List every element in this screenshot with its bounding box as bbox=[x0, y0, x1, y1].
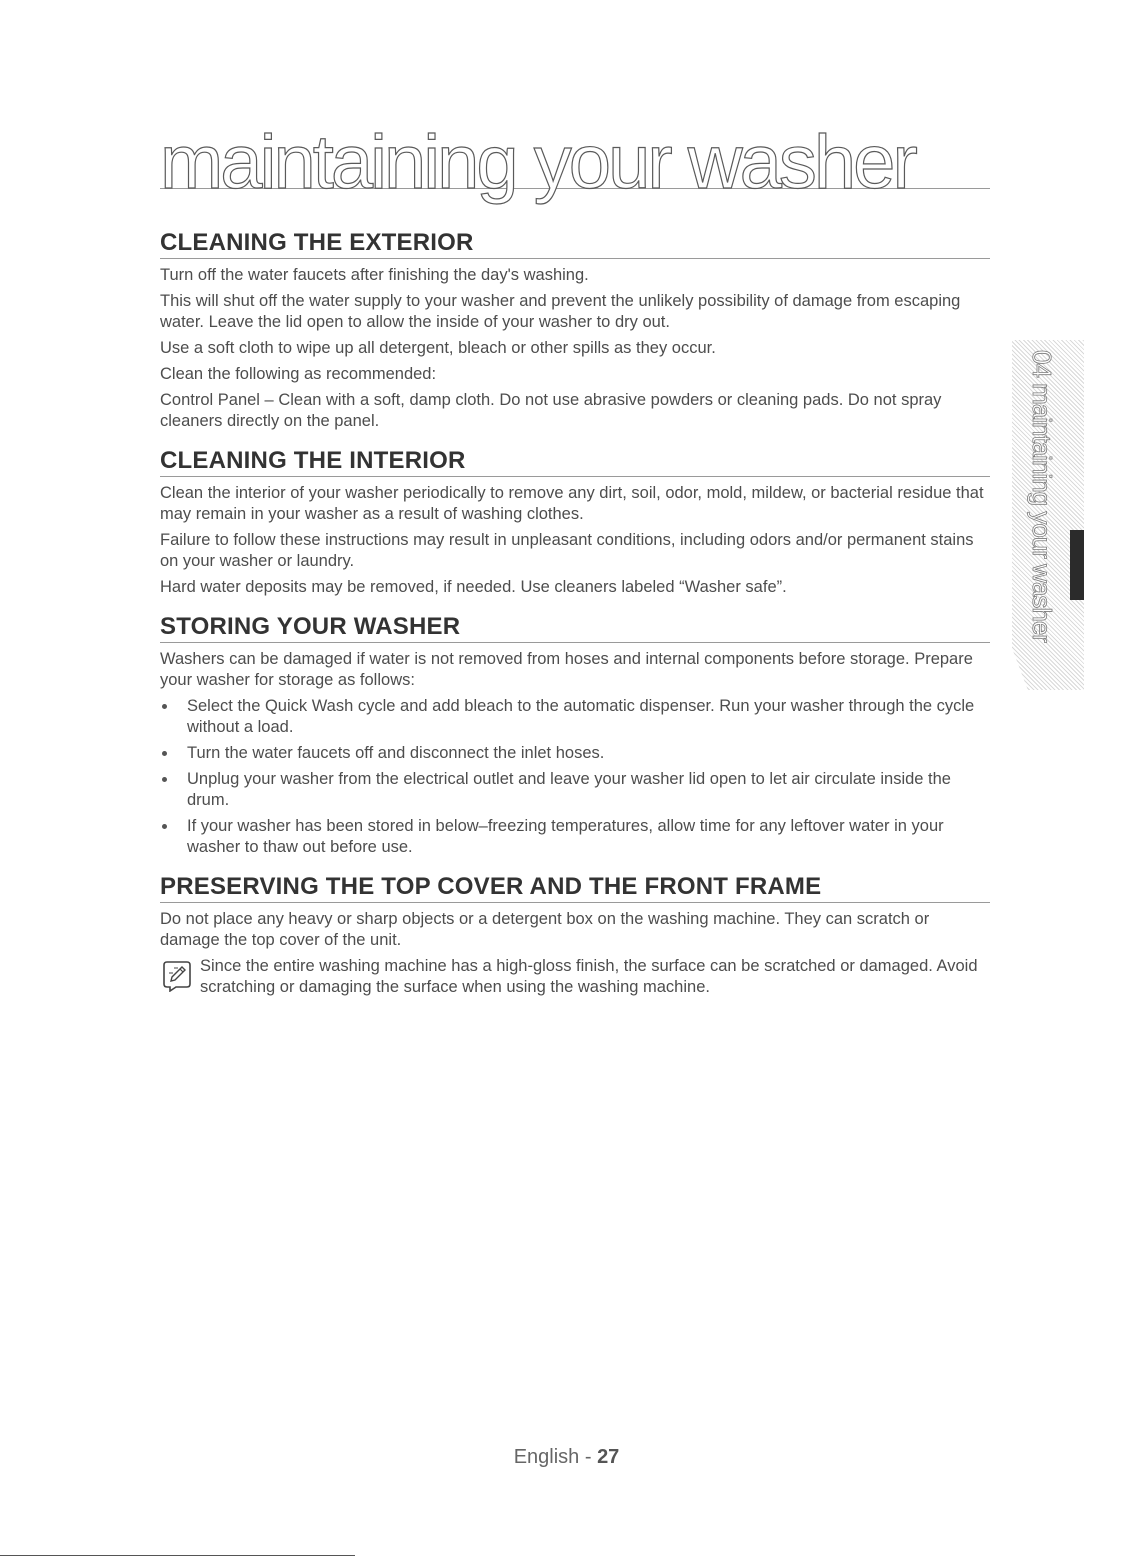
page-number: 27 bbox=[597, 1446, 620, 1468]
chapter-side-tab bbox=[1012, 340, 1084, 690]
bullet-list bbox=[160, 696, 990, 858]
bottom-rule bbox=[0, 1555, 355, 1556]
list-item bbox=[160, 743, 990, 764]
list-item-text: If your washer has been stored in below–freezing temperatures, allow time for any leftover water in your washer to thaw out before use. bbox=[187, 817, 944, 856]
list-item bbox=[160, 816, 990, 858]
list-item-text: Unplug your washer from the electrical outlet and leave your washer lid open to let air circulate inside the drum. bbox=[187, 770, 951, 809]
section-storing-washer bbox=[160, 614, 990, 858]
list-item-text: Select the Quick Wash cycle and add bleach to the automatic dispenser. Run your washer through the cycle without a load. bbox=[187, 697, 975, 736]
page-content bbox=[160, 230, 990, 1014]
section-cleaning-exterior bbox=[160, 230, 990, 432]
page-footer bbox=[0, 1446, 1133, 1469]
side-tab-marker bbox=[1070, 530, 1084, 600]
paragraph: Control Panel – Clean with a soft, damp cloth. Do not use abrasive powders or cleaning pads. Do not spray cleaners directly on the panel. bbox=[160, 391, 942, 430]
paragraph: Hard water deposits may be removed, if needed. Use cleaners labeled “Washer safe”. bbox=[160, 578, 787, 596]
bullet-dot-icon bbox=[162, 751, 167, 756]
page-title: maintaining your washer bbox=[160, 128, 990, 189]
note-text: Since the entire washing machine has a high-gloss finish, the surface can be scratched or damaged. Avoid scratching or damaging the surface when using the washing machine. bbox=[200, 957, 978, 996]
bullet-dot-icon bbox=[162, 824, 167, 829]
section-cleaning-interior bbox=[160, 448, 990, 598]
paragraph: This will shut off the water supply to your washer and prevent the unlikely possibility of damage from escaping water. Leave the lid open to allow the inside of your washer to dry out. bbox=[160, 292, 961, 331]
footer-language: English - bbox=[513, 1446, 598, 1468]
paragraph: Use a soft cloth to wipe up all detergent, bleach or other spills as they occur. bbox=[160, 339, 716, 357]
section-heading: PRESERVING THE TOP COVER AND THE FRONT FRAME bbox=[160, 874, 990, 903]
section-heading: STORING YOUR WASHER bbox=[160, 614, 990, 643]
list-item bbox=[160, 769, 990, 811]
paragraph: Turn off the water faucets after finishing the day's washing. bbox=[160, 266, 589, 284]
note-block bbox=[160, 956, 990, 998]
bullet-dot-icon bbox=[162, 777, 167, 782]
side-tab-label: 04 maintaining your washer bbox=[1027, 350, 1057, 642]
list-item-text: Turn the water faucets off and disconnect the inlet hoses. bbox=[187, 744, 605, 762]
paragraph: Clean the interior of your washer periodically to remove any dirt, soil, odor, mold, mildew, or bacterial residue that may remain in your washer as a result of washing clothes. bbox=[160, 484, 984, 523]
bullet-dot-icon bbox=[162, 704, 167, 709]
list-item bbox=[160, 696, 990, 738]
paragraph: Do not place any heavy or sharp objects or a detergent box on the washing machine. They can scratch or damage the top cover of the unit. bbox=[160, 910, 930, 949]
paragraph: Failure to follow these instructions may result in unpleasant conditions, including odors and/or permanent stains on your washer or laundry. bbox=[160, 531, 974, 570]
section-preserving-cover bbox=[160, 874, 990, 998]
note-pencil-icon bbox=[162, 960, 192, 992]
paragraph: Washers can be damaged if water is not removed from hoses and internal components before storage. Prepare your washer for storage as follows: bbox=[160, 650, 973, 689]
section-heading: CLEANING THE EXTERIOR bbox=[160, 230, 990, 259]
paragraph: Clean the following as recommended: bbox=[160, 365, 437, 383]
section-heading: CLEANING THE INTERIOR bbox=[160, 448, 990, 477]
